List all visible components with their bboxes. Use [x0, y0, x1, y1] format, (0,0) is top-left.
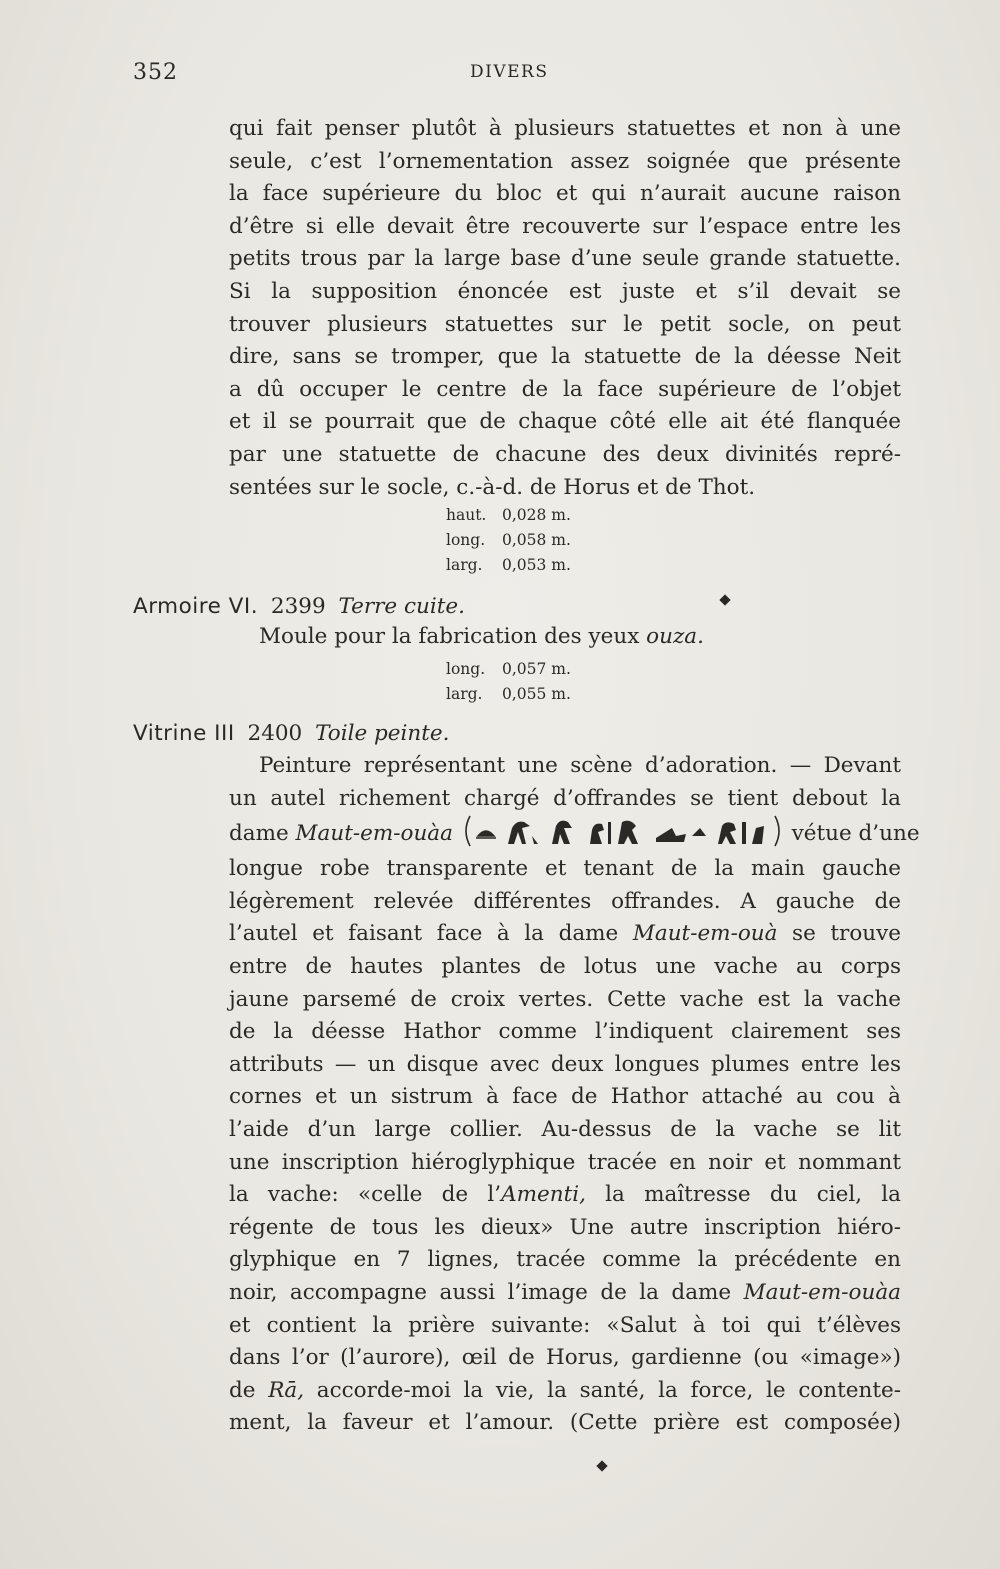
measure-label: haut. [446, 506, 487, 524]
running-head: DIVERS [470, 62, 549, 82]
text-line-hieroglyph [229, 815, 920, 853]
measure-row [446, 528, 571, 553]
text-line [229, 918, 901, 951]
entry-location: Armoire VI. [133, 594, 259, 619]
name-maut-em-ouaa: Maut-em-ouàa [743, 1279, 901, 1305]
text-line: sentées sur le socle, c.-à-d. de Horus et de Thot. [229, 474, 756, 500]
text-line: dire, sans se tromper, que la statuette de la déesse Neit [229, 344, 901, 370]
paragraph-statuettes [229, 113, 901, 504]
text-line: ment, la faveur et l’amour. (Cette prière est composée) [229, 1410, 901, 1436]
text-line [229, 1277, 901, 1310]
catalog-entry-2400 [133, 721, 449, 746]
text-line: qui fait penser plutôt à plusieurs statuettes et non à une [229, 116, 901, 141]
text-line: petits trous par la large base d’une seule grande statuette. [229, 246, 901, 272]
text-fragment: la vache: «celle de l’ [229, 1182, 502, 1208]
text-fragment: la maîtresse du ciel, la [585, 1182, 901, 1208]
hieroglyph-cartouche-icon [460, 814, 785, 848]
entry-material: Terre cuite. [338, 594, 465, 619]
text-line: Si la supposition énoncée est juste et s’il devait se [229, 278, 901, 304]
measure-row [446, 682, 571, 707]
text-line: dans l’or (l’aurore), œil de Horus, gardienne (ou «image») [229, 1345, 901, 1371]
text-line [229, 1375, 901, 1408]
text-fragment: l’autel et faisant face à la dame [229, 921, 619, 947]
text-line: a dû occuper le centre de la face supérieure de l’objet [229, 376, 901, 402]
entry-number: 2400 [247, 721, 303, 746]
text-line: trouver plusieurs statuettes sur le petit socle, on peut [229, 311, 901, 337]
paragraph-adoration [229, 750, 920, 1440]
text-line: et il se pourrait que de chaque côté elle ait été flanquée [229, 409, 901, 435]
text-line: glyphique en 7 lignes, tracée comme la précédente en [229, 1247, 901, 1273]
text-line: cornes et un sistrum à face de Hathor attaché au cou à [229, 1084, 901, 1110]
name-maut-em-oua: Maut-em-ouà [632, 921, 778, 947]
text-line: régente de tous les dieux» Une autre inscription hiéro- [229, 1214, 901, 1240]
text-line: la face supérieure du bloc et qui n’aurait aucune raison [229, 181, 901, 207]
text-line: par une statuette de chacune des deux divinités repré- [229, 441, 901, 467]
measure-value: 0,055 m. [502, 685, 571, 703]
text-fragment: noir, accompagne aussi l’image de la dame [229, 1279, 732, 1305]
text-line: un autel richement chargé d’offrandes se tient debout la [229, 785, 901, 811]
text-fragment: vétue d’une [791, 821, 920, 847]
entry-material: Toile peinte. [315, 721, 450, 746]
measure-value: 0,053 m. [502, 556, 571, 574]
measure-label: larg. [446, 556, 483, 574]
measure-row [446, 553, 571, 578]
text-line: jaune parsemé de croix vertes. Cette vache est la vache [229, 986, 901, 1012]
measurements-2399 [446, 657, 571, 707]
text-line: seule, c’est l’ornementation assez soignée que présente [229, 148, 901, 174]
text-line: une inscription hiéroglyphique tracée en noir et nommant [229, 1149, 901, 1175]
text-line: et contient la prière suivante: «Salut à toi qui t’élèves [229, 1312, 901, 1338]
description-term: ouza. [646, 624, 704, 649]
entry-location: Vitrine III [133, 721, 235, 746]
text-line: légèrement relevée différentes offrandes. A gauche de [229, 888, 901, 914]
measure-label: long. [446, 531, 486, 549]
measure-label: long. [446, 660, 486, 678]
measure-value: 0,028 m. [502, 506, 571, 524]
name-ra: Rā, [268, 1377, 305, 1403]
name-amenti: Amenti, [501, 1182, 586, 1208]
text-line: de la déesse Hathor comme l’indiquent clairement ses [229, 1019, 901, 1045]
text-fragment: de [229, 1377, 256, 1403]
text-line: entre de hautes plantes de lotus une vache au corps [229, 953, 901, 979]
text-line: attributs — un disque avec deux longues plumes entre les [229, 1051, 901, 1077]
entry-number: 2399 [270, 594, 326, 619]
text-fragment: se trouve [792, 921, 901, 947]
measure-value: 0,058 m. [502, 531, 571, 549]
text-fragment: accorde-moi la vie, la santé, la force, le contente- [316, 1377, 901, 1403]
entry-description [259, 624, 704, 649]
measure-row [446, 503, 571, 528]
measure-row [446, 657, 571, 682]
text-fragment: dame [229, 821, 289, 847]
ornament-icon [719, 594, 730, 605]
text-line: Peinture représentant une scène d’adoration. — Devant [259, 753, 901, 778]
text-line: l’aide d’un large collier. Au-dessus de la vache se lit [229, 1116, 901, 1142]
name-maut-em-ouaa: Maut-em-ouàa [295, 821, 453, 847]
measurements-2398 [446, 503, 571, 578]
text-line [229, 1179, 901, 1212]
catalog-entry-2399 [133, 594, 465, 619]
ornament-icon [596, 1460, 607, 1471]
description-text: Moule pour la fabrication des yeux [259, 624, 640, 649]
measure-value: 0,057 m. [502, 660, 571, 678]
text-line: d’être si elle devait être recouverte sur l’espace entre les [229, 213, 901, 239]
measure-label: larg. [446, 685, 483, 703]
text-line: longue robe transparente et tenant de la main gauche [229, 856, 901, 882]
page-number: 352 [133, 60, 178, 85]
